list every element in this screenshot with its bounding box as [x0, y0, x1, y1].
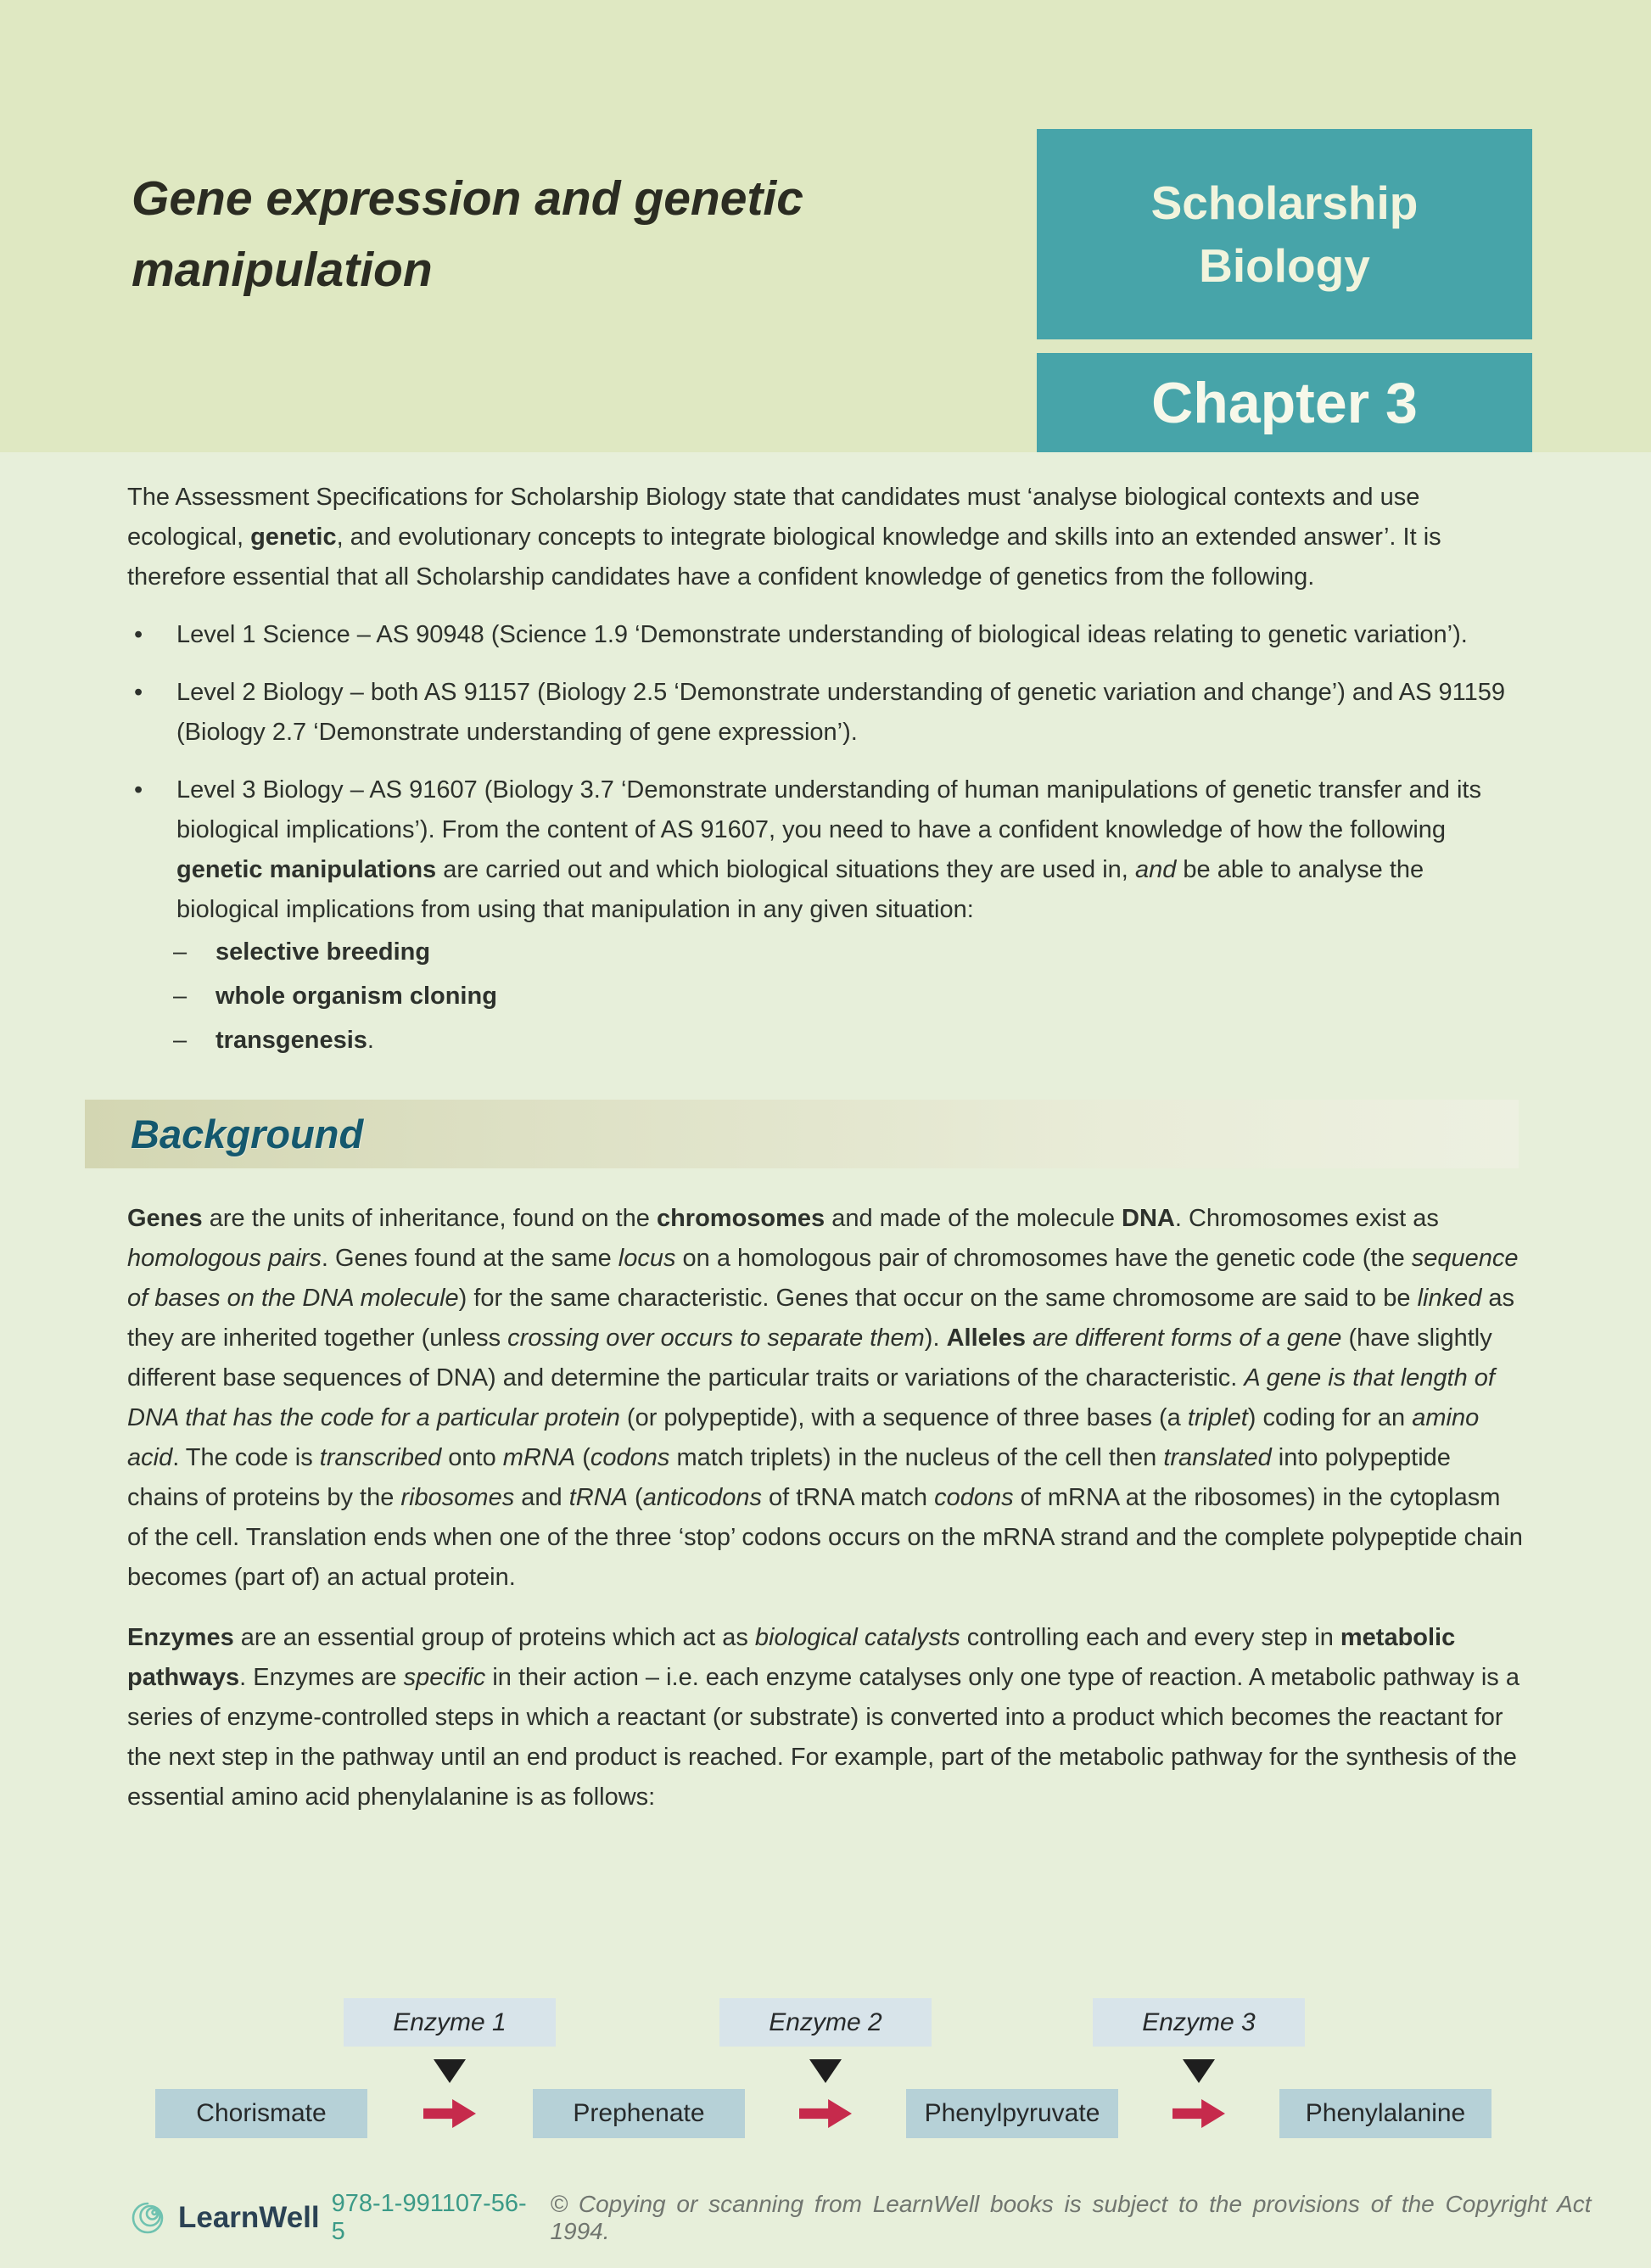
- chapter-badge: Chapter 3: [1037, 353, 1532, 452]
- right-arrow-icon: [1172, 2099, 1225, 2128]
- intro-paragraph: The Assessment Specifications for Scholarship Biology state that candidates must ‘analyse biological contexts and use ecological, genetic, and evolutionary concepts to integrate biological knowledge and skills into an extended answer’. It is therefore essential that all Scholarship candidates have a confident knowledge of genetics from the following.: [127, 484, 1441, 591]
- enzymes-paragraph: Enzymes are an essential group of proteins which act as biological catalysts controlling each and every step in metabolic pathways. Enzymes are specific in their action – i.e. each enzyme catalyses only one type of reaction. A metabolic pathway is a series of enzyme-controlled steps in which a reactant (or substrate) is converted into a product which becomes the reactant for the next step in the pathway until an end product is reached. For example, part of the metabolic pathway for the synthesis of the essential amino acid phenylalanine is as follows:: [127, 1624, 1519, 1811]
- section-heading-background: Background: [131, 1112, 364, 1156]
- enzyme-3-box: Enzyme 3: [1093, 1998, 1305, 2047]
- bullet-item-level1: [127, 615, 1527, 655]
- sub-bullet-whole-organism-cloning: [173, 974, 1527, 1018]
- enzyme-1-box: Enzyme 1: [344, 1998, 556, 2047]
- badge-line1: Scholarship: [1150, 176, 1419, 229]
- sub-bullet-transgenesis: [173, 1018, 1527, 1062]
- down-arrow-icon: [434, 2059, 466, 2083]
- dash-icon: –: [173, 983, 187, 1010]
- down-arrow-icon: [1183, 2059, 1215, 2083]
- isbn-number: 978-1-991107-56-5: [331, 2190, 527, 2245]
- bullet-icon: •: [134, 776, 143, 804]
- header-band: [0, 0, 1651, 452]
- bullet-icon: •: [134, 679, 143, 706]
- page-footer: [127, 2190, 1651, 2245]
- bullet-text: Level 3 Biology – AS 91607 (Biology 3.7 ‘Demonstrate understanding of human manipulations of genetic transfer and its biological implications’). From the content of AS 91607, you need to have a confident knowledge of how the following genetic manipulations are carried out and which biological situations they are used in, and be able to analyse the biological implications from using that manipulation in any given situation:: [176, 776, 1481, 923]
- right-arrow-icon: [799, 2099, 852, 2128]
- learnwell-logo-icon: [127, 2198, 168, 2238]
- page-content: [0, 452, 1651, 1817]
- bullet-list: [127, 615, 1527, 1062]
- genes-paragraph: Genes are the units of inheritance, found on the chromosomes and made of the molecule DNA. Chromosomes exist as homologous pairs. Genes found at the same locus on a homologous pair of chromosomes have the genetic code (the sequence of bases on the DNA molecule) for the same characteristic. Genes that occur on the same chromosome are said to be linked as they are inherited together (unless crossing over occurs to separate them). Alleles are different forms of a gene (have slightly different base sequences of DNA) and determine the particular traits or variations of the characteristic. A gene is that length of DNA that has the code for a particular protein (or polypeptide), with a sequence of three bases (a triplet) coding for an amino acid. The code is transcribed onto mRNA (codons match triplets) in the nucleus of the cell then translated into polypeptide chains of proteins by the ribosomes and tRNA (anticodons of tRNA match codons of mRNA at the ribosomes) in the cytoplasm of the cell. Translation ends when one of the three ‘stop’ codons occurs on the mRNA strand and the complete polypeptide chain becomes (part of) an actual protein.: [127, 1205, 1523, 1591]
- bullet-item-level2: [127, 673, 1527, 753]
- badge-stack: [1037, 129, 1532, 452]
- bullet-icon: •: [134, 621, 143, 648]
- dash-icon: –: [173, 938, 187, 966]
- substrate-box-chorismate: Chorismate: [155, 2089, 367, 2138]
- copyright-text: © Copying or scanning from LearnWell books is subject to the provisions of the Copyright Act 1994.: [550, 2191, 1592, 2244]
- sub-bullet-text: selective breeding: [215, 938, 431, 966]
- right-arrow-icon: [423, 2099, 476, 2128]
- substrate-box-prephenate: Prephenate: [533, 2089, 745, 2138]
- page-title-line2: manipulation: [132, 243, 433, 297]
- bullet-text: Level 2 Biology – both AS 91157 (Biology 2.5 ‘Demonstrate understanding of genetic variation and change’) and AS 91159 (Biology 2.7 ‘Demonstrate understanding of gene expression’).: [176, 679, 1505, 746]
- sub-bullet-list: [173, 930, 1527, 1062]
- sub-bullet-selective-breeding: [173, 930, 1527, 974]
- page-title: [132, 163, 803, 305]
- down-arrow-icon: [809, 2059, 842, 2083]
- badge-line2: Biology: [1199, 239, 1370, 292]
- background-heading-bar: [85, 1100, 1519, 1168]
- scholarship-biology-badge: [1037, 129, 1532, 339]
- sub-bullet-text: transgenesis.: [215, 1027, 374, 1054]
- substrate-box-phenylpyruvate: Phenylpyruvate: [906, 2089, 1118, 2138]
- dash-icon: –: [173, 1027, 187, 1054]
- metabolic-pathway-diagram: [0, 1998, 1651, 2151]
- brand-name: LearnWell: [178, 2201, 320, 2234]
- sub-bullet-text: whole organism cloning: [215, 983, 497, 1010]
- page-title-line1: Gene expression and genetic: [132, 171, 803, 226]
- substrate-box-phenylalanine: Phenylalanine: [1279, 2089, 1491, 2138]
- bullet-item-level3: [127, 770, 1527, 1062]
- enzyme-2-box: Enzyme 2: [719, 1998, 932, 2047]
- bullet-text: Level 1 Science – AS 90948 (Science 1.9 ‘Demonstrate understanding of biological ideas relating to genetic variation’).: [176, 621, 1468, 648]
